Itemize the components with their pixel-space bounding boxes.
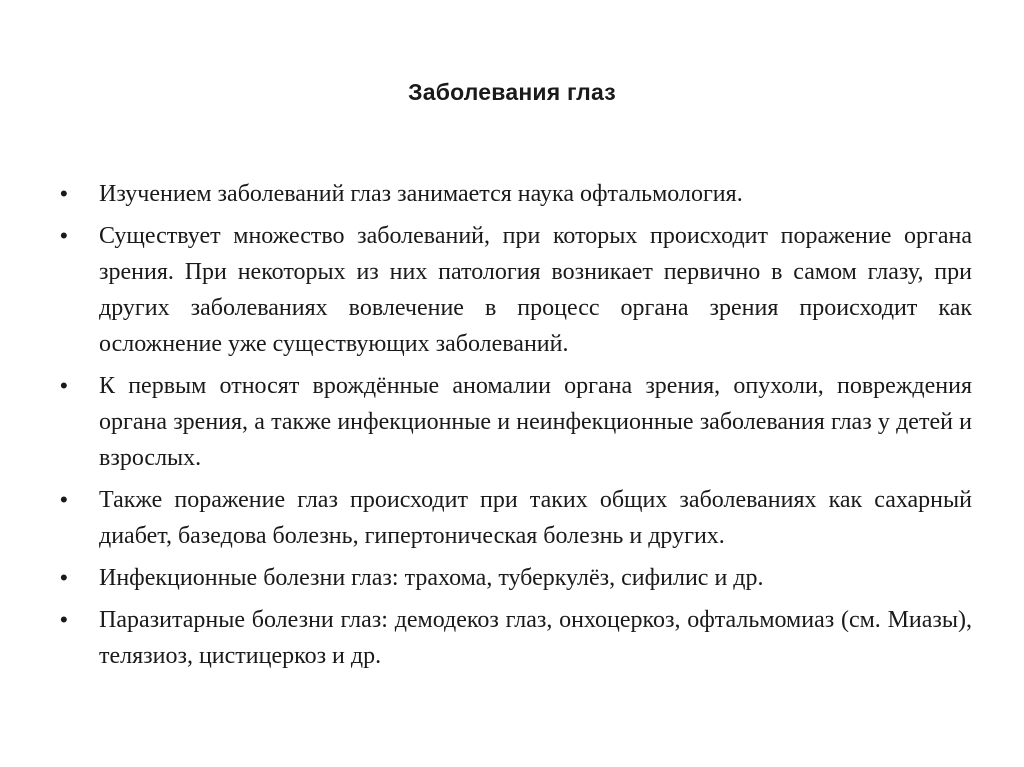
bullet-dot-icon: • xyxy=(60,565,68,590)
bullet-text: Существует множество заболеваний, при которых происходит поражение органа зрения. При некоторых из них патология возникает первично в самом глазу, при других заболеваниях вовлечение в процесс органа зрения происходит как осложнение уже существующих заболеваний. xyxy=(99,223,972,357)
bullet-dot-icon: • xyxy=(60,223,68,248)
bullet-dot-icon: • xyxy=(60,373,68,398)
bullet-text: Изучением заболеваний глаз занимается наука офтальмология. xyxy=(99,181,743,207)
bullet-text: Также поражение глаз происходит при таких общих заболеваниях как сахарный диабет, базедова болезнь, гипертоническая болезнь и других. xyxy=(99,487,972,549)
bullet-item xyxy=(60,176,972,212)
bullet-text: К первым относят врождённые аномалии органа зрения, опухоли, повреждения органа зрения, а также инфекционные и неинфекционные заболевания глаз у детей и взрослых. xyxy=(99,373,972,471)
bullet-list xyxy=(60,176,972,680)
bullet-text: Инфекционные болезни глаз: трахома, туберкулёз, сифилис и др. xyxy=(99,565,764,591)
slide-title: Заболевания глаз xyxy=(408,79,616,105)
bullet-item xyxy=(60,218,972,362)
bullet-dot-icon: • xyxy=(60,181,68,206)
bullet-dot-icon: • xyxy=(60,607,68,632)
bullet-text: Паразитарные болезни глаз: демодекоз глаз, онхоцеркоз, офтальмомиаз (см. Миазы), телязиоз, цистицеркоз и др. xyxy=(99,607,972,669)
bullet-item xyxy=(60,482,972,554)
bullet-item xyxy=(60,602,972,674)
bullet-item xyxy=(60,368,972,476)
bullet-dot-icon: • xyxy=(60,487,68,512)
bullet-item xyxy=(60,560,972,596)
